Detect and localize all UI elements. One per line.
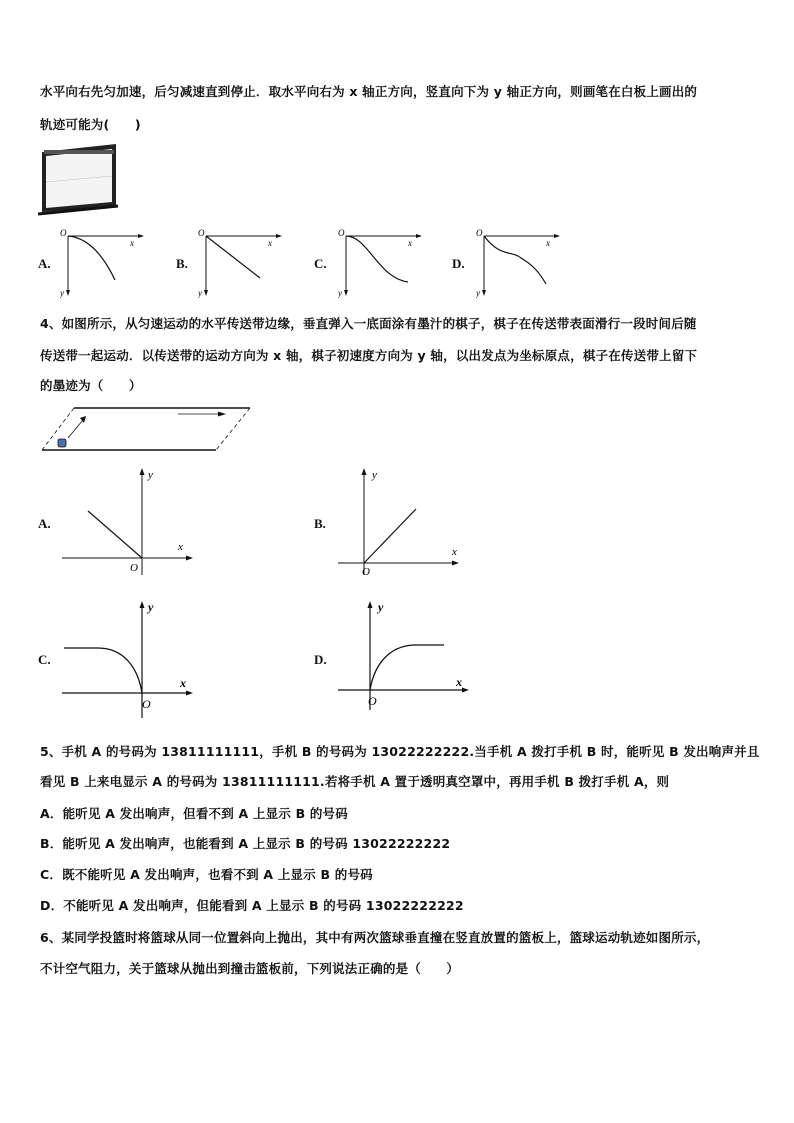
q3-c-x: x xyxy=(408,238,412,248)
q3-c-y: y xyxy=(338,288,342,298)
q3-b-origin: O xyxy=(198,228,205,238)
q4-option-d-label[interactable]: D. xyxy=(314,652,327,667)
q4-a-origin: O xyxy=(130,562,138,574)
q4-option-a-graph xyxy=(58,465,198,580)
q4-text-line3: 的墨迹为（ ） xyxy=(40,378,142,393)
q3-b-y: y xyxy=(198,288,202,298)
q4-text-line2: 传送带一起运动．以传送带的运动方向为 x 轴，棋子初速度方向为 y 轴，以出发点为坐标原点，棋子在传送带上留下 xyxy=(40,348,698,363)
q4-option-d-graph xyxy=(334,598,474,720)
q3-option-a-label[interactable]: A. xyxy=(38,256,51,271)
q5-option-d[interactable]: D．不能听见 A 发出响声，但能看到 A 上显示 B 的号码 13022222222 xyxy=(40,898,464,913)
q4-d-y: y xyxy=(378,600,384,614)
q4-a-x: x xyxy=(178,541,183,553)
q3-a-origin: O xyxy=(60,228,67,238)
q5-option-b[interactable]: B．能听见 A 发出响声，也能看到 A 上显示 B 的号码 13022222222 xyxy=(40,836,451,851)
q4-d-origin: O xyxy=(368,694,377,708)
q3-option-d-graph xyxy=(476,228,566,298)
q5-option-c[interactable]: C．既不能听见 A 发出响声，也看不到 A 上显示 B 的号码 xyxy=(40,867,373,882)
q3-text-line1: 水平向右先匀加速，后匀减速直到停止．取水平向右为 x 轴正方向，竖直向下为 y 轴正方向，则画笔在白板上画出的 xyxy=(40,84,698,99)
q4-option-b-label[interactable]: B. xyxy=(314,516,326,531)
q3-option-c-graph xyxy=(338,228,428,298)
q3-a-x: x xyxy=(130,238,134,248)
q3-d-y: y xyxy=(476,288,480,298)
conveyor-belt-diagram xyxy=(38,400,258,456)
q4-option-b-graph xyxy=(334,465,464,580)
q3-option-a-graph xyxy=(60,228,150,298)
q4-b-y: y xyxy=(372,469,377,481)
q4-d-x: x xyxy=(456,675,462,689)
q4-text-line1: 4、如图所示，从匀速运动的水平传送带边缘，垂直弹入一底面涂有墨汁的棋子，棋子在传送带表面滑行一段时间后随 xyxy=(40,316,697,331)
q4-option-c-label[interactable]: C. xyxy=(38,652,51,667)
whiteboard-image xyxy=(38,144,120,216)
q4-option-c-graph xyxy=(58,598,198,720)
q3-a-y: y xyxy=(60,288,64,298)
q3-b-x: x xyxy=(268,238,272,248)
q5-text-line2: 看见 B 上来电显示 A 的号码为 13811111111.若将手机 A 置于透明真空罩中，再用手机 B 拨打手机 A，则 xyxy=(40,774,670,789)
q4-c-y: y xyxy=(148,600,154,614)
q3-option-d-label[interactable]: D. xyxy=(452,256,465,271)
q4-c-x: x xyxy=(180,676,186,690)
q3-option-b-label[interactable]: B. xyxy=(176,256,188,271)
q3-text-line2: 轨迹可能为( ) xyxy=(40,117,141,132)
q3-d-x: x xyxy=(546,238,550,248)
q3-d-origin: O xyxy=(476,228,483,238)
q3-c-origin: O xyxy=(338,228,345,238)
q3-option-c-label[interactable]: C. xyxy=(314,256,327,271)
q4-b-x: x xyxy=(452,546,457,558)
q4-b-origin: O xyxy=(362,566,370,578)
q4-c-origin: O xyxy=(142,697,151,711)
q6-text-line2: 不计空气阻力，关于篮球从抛出到撞击篮板前，下列说法正确的是（ ） xyxy=(40,961,460,976)
q6-text-line1: 6、某同学投篮时将篮球从同一位置斜向上抛出，其中有两次篮球垂直撞在竖直放置的篮板上，篮球运动轨迹如图所示， xyxy=(40,930,710,945)
q5-text-line1: 5、手机 A 的号码为 13811111111，手机 B 的号码为 13022222222.当手机 A 拨打手机 B 时，能听见 B 发出响声并且 xyxy=(40,744,760,759)
q4-a-y: y xyxy=(148,469,153,481)
q3-option-b-graph xyxy=(198,228,288,298)
q5-option-a[interactable]: A．能听见 A 发出响声，但看不到 A 上显示 B 的号码 xyxy=(40,806,348,821)
q4-option-a-label[interactable]: A. xyxy=(38,516,51,531)
